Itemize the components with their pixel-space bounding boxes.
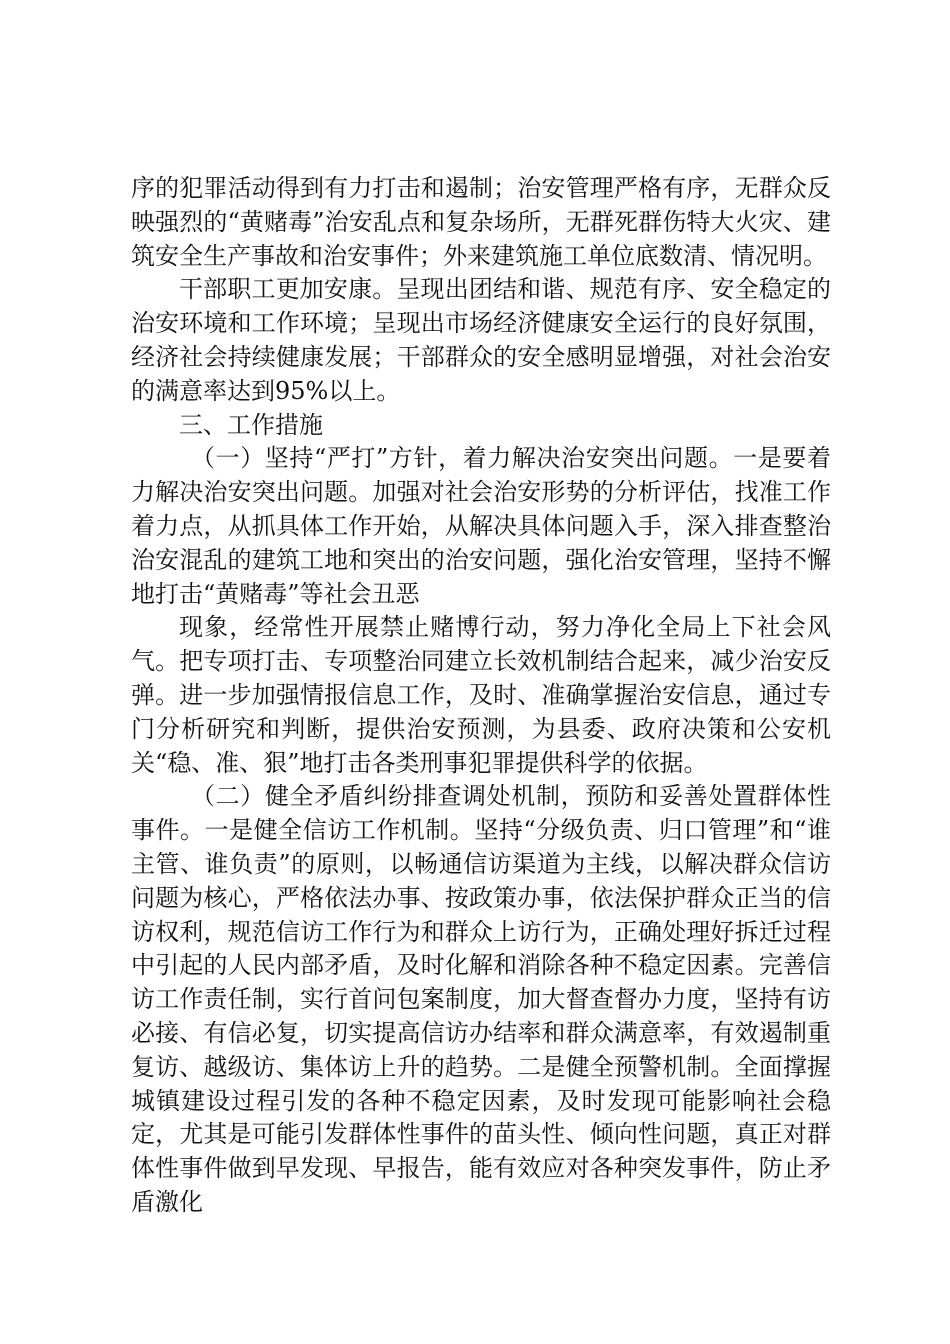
paragraph-measure-two: （二）健全矛盾纠纷排查调处机制，预防和妥善处置群体性事件。一是健全信访工作机制。坚持“分级负责、归口管理”和“谁主管、谁负责”的原则，以畅通信访渠道为主线，以解决群众信访问题为核心，严格依法办事、按政策办事，依法保护群众正当的信访权利，规范信访工作行为和群众上访行为，正确处理好拆迁过程中引起的人民内部矛盾，及时化解和消除各种不稳定因素。完善信访工作责任制，实行首问包案制度，加大督查督办力度，坚持有访必接、有信必复，切实提高信访办结率和群众满意率，有效遏制重复访、越级访、集体访上升的趋势。二是健全预警机制。全面撑握城镇建设过程引发的各种不稳定因素，及时发现可能影响社会稳定，尤其是可能引发群体性事件的苗头性、倾向性问题，真正对群体性事件做到早发现、早报告，能有效应对各种突发事件，防止矛盾激化	[131, 782, 831, 1216]
section-heading-work-measures: 三、工作措施	[179, 410, 323, 439]
document-body	[131, 172, 831, 1220]
paragraph-continuation: 序的犯罪活动得到有力打击和遏制；治安管理严格有序，无群众反映强烈的“黄赌毒”治安乱点和复杂场所，无群死群伤特大火灾、建筑安全生产事故和治安事件；外来建筑施工单位底数清、情况明。	[131, 174, 831, 270]
paragraph-measure-one: （一）坚持“严打”方针，着力解决治安突出问题。一是要着力解决治安突出问题。加强对社会治安形势的分析评估，找准工作着力点，从抓具体工作开始，从解决具体问题入手，深入排查整治治安混乱的建筑工地和突出的治安问题，强化治安管理，坚持不懈地打击“黄赌毒”等社会丑恶	[131, 444, 831, 608]
paragraph-measure-one-continued: 现象，经常性开展禁止赌博行动，努力净化全局上下社会风气。把专项打击、专项整治同建立长效机制结合起来，减少治安反弹。进一步加强情报信息工作，及时、准确掌握治安信息，通过专门分析研究和判断，提供治安预测，为县委、政府决策和公安机关“稳、准、狠”地打击各类刑事犯罪提供科学的依据。	[131, 613, 831, 777]
paragraph-cadre-safety: 干部职工更加安康。呈现出团结和谐、规范有序、安全稳定的治安环境和工作环境；呈现出市场经济健康安全运行的良好氛围，经济社会持续健康发展；干部群众的安全感明显增强，对社会治安的满意率达到95%以上。	[131, 275, 831, 405]
